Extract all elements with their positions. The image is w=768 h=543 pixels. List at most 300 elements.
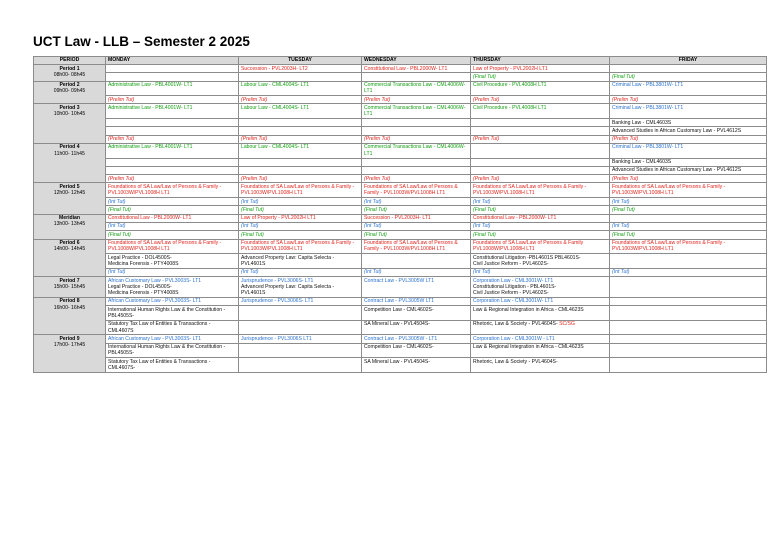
slot-cell xyxy=(610,206,767,214)
course-text: Civil Procedure - PVL4008H LT1 xyxy=(473,104,547,111)
table-row xyxy=(34,65,767,73)
slot-cell xyxy=(239,135,362,143)
period-cell xyxy=(34,239,106,276)
course-text: (Prelim Tut) xyxy=(612,175,639,182)
header-monday: MONDAY xyxy=(106,57,239,65)
course-entry xyxy=(612,184,764,197)
course-entry xyxy=(473,184,607,197)
slot-cell xyxy=(239,166,362,174)
course-entry xyxy=(241,336,359,342)
course-text: Contract Law - PVL3005W LT1 xyxy=(364,298,435,305)
course-text: (Prelim Tut) xyxy=(612,136,639,143)
course-text: (Prelim Tut) xyxy=(364,96,391,103)
slot-cell xyxy=(471,277,610,298)
course-suffix: SC/SG xyxy=(559,321,575,328)
period-cell xyxy=(34,297,106,334)
slot-cell xyxy=(610,297,767,305)
course-entry xyxy=(473,261,607,267)
slot-cell xyxy=(471,206,610,214)
slot-cell xyxy=(610,96,767,104)
course-text: (Int Tut) xyxy=(612,198,630,205)
slot-cell xyxy=(471,320,610,335)
table-row xyxy=(34,175,767,183)
course-entry xyxy=(108,207,236,213)
course-entry xyxy=(108,215,236,221)
slot-cell xyxy=(106,65,239,73)
course-entry xyxy=(364,336,468,342)
course-text: Foundations of SA Law/Law of Persons & Family - PVL1003W/PVL1008H LT1 xyxy=(108,183,222,197)
course-text: Constitutional Law - PBL2000W- LT1 xyxy=(108,215,192,222)
header-period: PERIOD xyxy=(34,57,106,65)
course-text: (Final Tut) xyxy=(241,231,264,238)
course-text: Statutory Tax Law of Entities & Transactions - CML4607S- xyxy=(108,358,211,372)
slot-cell xyxy=(106,254,239,269)
course-text: Rhetoric, Law & Society - PVL4604S- xyxy=(473,321,560,328)
course-text: Medicina Forensis - PTY4008S xyxy=(108,290,179,297)
course-entry xyxy=(364,105,468,118)
course-text: Commercial Transactions Law - CML4006W- LT1 xyxy=(364,82,466,95)
slot-cell xyxy=(362,320,471,335)
slot-cell xyxy=(362,175,471,183)
period-time: 16h00- 16h45 xyxy=(53,304,86,311)
course-text: (Final Tut) xyxy=(241,206,264,213)
course-text: (Prelim Tut) xyxy=(473,175,500,182)
period-name: Period 1 xyxy=(59,65,80,72)
slot-cell xyxy=(362,143,471,158)
table-row xyxy=(34,297,767,305)
course-entry xyxy=(473,207,607,213)
course-text: (Prelim Tut) xyxy=(473,136,500,143)
slot-cell xyxy=(471,198,610,206)
slot-cell xyxy=(239,65,362,73)
slot-cell xyxy=(610,65,767,73)
course-text: Criminal Law - PBL3801W- LT1 xyxy=(612,144,684,151)
course-entry xyxy=(241,255,359,268)
course-entry xyxy=(364,144,468,157)
period-time: 13h00- 13h45 xyxy=(53,221,86,228)
slot-cell xyxy=(362,73,471,81)
slot-cell xyxy=(362,335,471,343)
course-entry xyxy=(473,82,607,88)
slot-cell xyxy=(239,206,362,214)
slot-cell xyxy=(106,214,239,222)
course-entry xyxy=(364,321,468,327)
slot-cell xyxy=(610,214,767,222)
course-entry xyxy=(612,105,764,111)
slot-cell xyxy=(610,306,767,321)
course-entry xyxy=(108,144,236,150)
slot-cell xyxy=(106,119,239,127)
course-text: Competition Law - CML4602S- xyxy=(364,306,434,313)
course-entry xyxy=(473,97,607,103)
course-entry xyxy=(364,136,468,142)
slot-cell xyxy=(362,343,471,358)
course-entry xyxy=(108,232,236,238)
slot-cell xyxy=(362,119,471,127)
slot-cell xyxy=(362,158,471,166)
slot-cell xyxy=(362,198,471,206)
course-text: Criminal Law - PBL3801W- LT1 xyxy=(612,82,684,89)
course-entry xyxy=(473,105,607,111)
course-text: Jurisprudence - PVL3006S- LT1 xyxy=(241,298,314,305)
period-time: 10h00- 10h45 xyxy=(53,111,86,118)
course-text: Corporation Law - CML3001W- LT1 xyxy=(473,277,554,284)
table-row xyxy=(34,277,767,298)
course-entry xyxy=(473,74,607,80)
course-entry xyxy=(108,223,236,229)
course-text: (Int Tut) xyxy=(108,223,126,230)
course-entry xyxy=(612,120,764,126)
course-text: (Final Tut) xyxy=(612,73,635,80)
course-entry xyxy=(612,232,764,238)
period-time: 09h00- 09h45 xyxy=(53,88,86,95)
course-entry xyxy=(364,298,468,304)
header-row xyxy=(34,57,767,65)
course-text: (Prelim Tut) xyxy=(364,136,391,143)
course-text: Civil Justice Reform - PVL4602S- xyxy=(473,260,549,267)
course-text: Administrative Law - PBL4001W- LT1 xyxy=(108,82,193,89)
slot-cell xyxy=(610,268,767,276)
slot-cell xyxy=(610,343,767,358)
period-time: 17h00- 17h45 xyxy=(53,342,86,349)
slot-cell xyxy=(239,343,362,358)
slot-cell xyxy=(362,96,471,104)
course-text: (Int Tut) xyxy=(241,198,259,205)
period-cell xyxy=(34,104,106,143)
course-text: Rhetoric, Law & Society - PVL4604S- xyxy=(473,358,558,365)
slot-cell xyxy=(239,231,362,239)
course-text: (Int Tut) xyxy=(241,223,259,230)
slot-cell xyxy=(239,143,362,158)
course-text: Advanced Property Law: Capita Selecta - PVL4601S xyxy=(241,283,335,297)
course-text: (Int Tut) xyxy=(612,223,630,230)
course-entry xyxy=(473,223,607,229)
course-entry xyxy=(108,290,236,296)
course-text: (Prelim Tut) xyxy=(241,175,268,182)
course-text: (Int Tut) xyxy=(241,269,259,276)
slot-cell xyxy=(239,335,362,343)
table-row xyxy=(34,343,767,358)
slot-cell xyxy=(610,254,767,269)
slot-cell xyxy=(106,231,239,239)
slot-cell xyxy=(239,268,362,276)
slot-cell xyxy=(471,175,610,183)
slot-cell xyxy=(471,96,610,104)
course-text: Labour Law - CML4004S- LT1 xyxy=(241,144,310,151)
course-text: Foundations of SA Law/Law of Persons & Family - PVL1003W/PVL1008H LT1 xyxy=(473,183,587,197)
header-friday: FRIDAY xyxy=(610,57,767,65)
slot-cell xyxy=(239,222,362,230)
slot-cell xyxy=(106,239,239,254)
slot-cell xyxy=(239,127,362,135)
period-cell xyxy=(34,214,106,239)
period-time: 14h00- 14h45 xyxy=(53,246,86,253)
slot-cell xyxy=(610,277,767,298)
course-text: Corporation Law - CML3001W - LT1 xyxy=(473,335,555,342)
course-entry xyxy=(612,82,764,88)
course-entry xyxy=(241,105,359,111)
course-text: Administrative Law - PBL4001W- LT1 xyxy=(108,104,193,111)
course-entry xyxy=(108,240,236,253)
course-entry xyxy=(241,207,359,213)
slot-cell xyxy=(106,320,239,335)
course-entry xyxy=(612,74,764,80)
slot-cell xyxy=(471,166,610,174)
slot-cell xyxy=(106,222,239,230)
course-entry xyxy=(364,184,468,197)
course-entry xyxy=(241,184,359,197)
period-cell xyxy=(34,81,106,104)
course-entry xyxy=(241,82,359,88)
table-row xyxy=(34,166,767,174)
slot-cell xyxy=(106,175,239,183)
slot-cell xyxy=(239,254,362,269)
table-row xyxy=(34,183,767,198)
course-text: Foundations of SA Law/Law of Persons & Family - PVL1003W/PVL1008H LT1 xyxy=(612,240,726,253)
slot-cell xyxy=(106,183,239,198)
course-entry xyxy=(241,284,359,297)
course-entry xyxy=(241,298,359,304)
table-row xyxy=(34,239,767,254)
course-text: Advanced Studies in African Customary Law - PVL4612S xyxy=(612,127,742,134)
slot-cell xyxy=(106,158,239,166)
slot-cell xyxy=(106,343,239,358)
slot-cell xyxy=(610,73,767,81)
course-text: Foundations of SA Law/Law of Persons & Family - PVL1003W/PVL1008H LT1 xyxy=(612,183,726,197)
page-title: UCT Law - LLB – Semester 2 2025 xyxy=(33,34,250,49)
course-text: (Int Tut) xyxy=(612,269,630,276)
course-text: Corporation Law - CML3001W- LT1 xyxy=(473,298,554,305)
slot-cell xyxy=(471,65,610,73)
course-text: Commercial Transactions Law - CML4006W- LT1 xyxy=(364,104,466,118)
course-entry xyxy=(108,359,236,372)
table-row xyxy=(34,135,767,143)
slot-cell xyxy=(106,135,239,143)
slot-cell xyxy=(239,73,362,81)
course-text: Civil Procedure - PVL4008H LT1 xyxy=(473,82,547,89)
course-text: (Final Tut) xyxy=(612,231,635,238)
course-entry xyxy=(108,176,236,182)
course-text: Foundations of SA Law/Law of Persons & Family - PVL1008W/PVL1008H LT1 xyxy=(108,240,222,253)
course-text: Foundations of SA Law/Law of Persons & Family - PVL1003W/PVL1008H LT1 xyxy=(241,240,355,253)
course-text: African Customary Law - PVL3003S- LT1 xyxy=(108,277,202,284)
course-entry xyxy=(612,97,764,103)
course-text: (Prelim Tut) xyxy=(241,136,268,143)
slot-cell xyxy=(610,158,767,166)
course-text: Banking Law - CML4603S xyxy=(612,119,672,126)
course-text: (Int Tut) xyxy=(364,198,382,205)
slot-cell xyxy=(362,306,471,321)
slot-cell xyxy=(610,119,767,127)
slot-cell xyxy=(362,231,471,239)
course-text: (Int Tut) xyxy=(473,269,491,276)
slot-cell xyxy=(362,206,471,214)
slot-cell xyxy=(239,96,362,104)
course-entry xyxy=(241,97,359,103)
period-cell xyxy=(34,183,106,214)
course-text: Constitutional Law - PBL2000W- LT1 xyxy=(364,65,448,72)
slot-cell xyxy=(610,335,767,343)
course-entry xyxy=(612,269,764,275)
period-time: 08h00- 08h45 xyxy=(53,71,86,78)
slot-cell xyxy=(471,158,610,166)
slot-cell xyxy=(239,175,362,183)
slot-cell xyxy=(610,222,767,230)
period-name: Period 8 xyxy=(59,298,80,305)
table-row xyxy=(34,119,767,127)
course-entry xyxy=(612,136,764,142)
course-text: Law of Property - PVL2002H LT1 xyxy=(473,65,548,72)
course-entry xyxy=(241,240,359,253)
course-text: Advanced Property Law: Capita Selecta - PVL4601S xyxy=(241,254,335,267)
course-entry xyxy=(612,223,764,229)
course-text: (Final Tut) xyxy=(612,206,635,213)
course-text: (Prelim Tut) xyxy=(108,136,135,143)
slot-cell xyxy=(362,166,471,174)
course-entry xyxy=(473,321,607,327)
course-text: Criminal Law - PBL3801W- LT1 xyxy=(612,104,684,111)
slot-cell xyxy=(610,183,767,198)
course-text: Advanced Studies in African Customary Law - PVL4612S xyxy=(612,167,742,174)
table-row xyxy=(34,198,767,206)
slot-cell xyxy=(471,358,610,373)
table-row xyxy=(34,81,767,96)
slot-cell xyxy=(471,335,610,343)
table-row xyxy=(34,127,767,135)
table-row xyxy=(34,73,767,81)
course-entry xyxy=(241,215,359,221)
course-entry xyxy=(364,176,468,182)
period-cell xyxy=(34,277,106,298)
slot-cell xyxy=(362,183,471,198)
slot-cell xyxy=(106,206,239,214)
course-text: Succession - PVL2003H- LT2 xyxy=(241,65,308,72)
course-entry xyxy=(364,207,468,213)
period-cell xyxy=(34,335,106,372)
slot-cell xyxy=(239,297,362,305)
slot-cell xyxy=(610,358,767,373)
slot-cell xyxy=(239,198,362,206)
slot-cell xyxy=(362,65,471,73)
course-entry xyxy=(473,307,607,313)
course-text: SA Mineral Law - PVL4504S- xyxy=(364,358,430,365)
course-entry xyxy=(364,97,468,103)
slot-cell xyxy=(610,166,767,174)
course-text: (Int Tut) xyxy=(473,223,491,230)
slot-cell xyxy=(610,81,767,96)
table-row xyxy=(34,214,767,222)
slot-cell xyxy=(471,231,610,239)
course-text: Contract Law - PVL3005W LT1 xyxy=(364,277,435,284)
course-entry xyxy=(241,144,359,150)
period-time: 11h00- 11h45 xyxy=(54,150,85,157)
course-entry xyxy=(364,82,468,95)
table-row xyxy=(34,268,767,276)
slot-cell xyxy=(471,297,610,305)
table-row xyxy=(34,358,767,373)
table-row xyxy=(34,335,767,343)
course-entry xyxy=(473,66,607,72)
slot-cell xyxy=(106,166,239,174)
course-text: (Final Tut) xyxy=(364,206,387,213)
table-row xyxy=(34,158,767,166)
course-text: (Int Tut) xyxy=(473,198,491,205)
course-text: Labour Law - CML4004S- LT1 xyxy=(241,82,310,89)
slot-cell xyxy=(362,127,471,135)
slot-cell xyxy=(106,306,239,321)
period-name: Period 7 xyxy=(59,277,80,284)
course-text: Law & Regional Integration in Africa - CML4623S xyxy=(473,306,584,313)
table-row xyxy=(34,231,767,239)
course-text: Legal Practice - DOL4500S- xyxy=(108,254,172,261)
course-text: (Prelim Tut) xyxy=(108,96,135,103)
course-text: Medicina Forensis - PTY4008S xyxy=(108,260,179,267)
slot-cell xyxy=(471,81,610,96)
period-name: Period 4 xyxy=(59,144,80,151)
course-text: Statutory Tax Law of Entities & Transactions - CML4607S xyxy=(108,321,211,334)
slot-cell xyxy=(106,198,239,206)
course-entry xyxy=(364,232,468,238)
header-wednesday: WEDNESDAY xyxy=(362,57,471,65)
slot-cell xyxy=(106,81,239,96)
slot-cell xyxy=(610,135,767,143)
course-entry xyxy=(473,344,607,350)
course-text: (Prelim Tut) xyxy=(612,96,639,103)
slot-cell xyxy=(610,239,767,254)
course-entry xyxy=(473,269,607,275)
course-text: Constitutional Litigation -PBL4601S PBL4601S- xyxy=(473,254,581,261)
course-entry xyxy=(108,344,236,357)
slot-cell xyxy=(471,143,610,158)
slot-cell xyxy=(106,143,239,158)
slot-cell xyxy=(471,119,610,127)
course-entry xyxy=(241,176,359,182)
course-text: (Final Tut) xyxy=(473,231,496,238)
course-entry xyxy=(108,136,236,142)
slot-cell xyxy=(362,297,471,305)
course-text: International Human Rights Law & the Constitution - PBL4505S- xyxy=(108,306,226,319)
course-entry xyxy=(473,215,607,221)
course-entry xyxy=(241,269,359,275)
slot-cell xyxy=(239,214,362,222)
table-row xyxy=(34,96,767,104)
slot-cell xyxy=(362,104,471,119)
course-entry xyxy=(612,207,764,213)
course-entry xyxy=(241,199,359,205)
course-entry xyxy=(473,176,607,182)
course-text: (Int Tut) xyxy=(364,223,382,230)
slot-cell xyxy=(239,277,362,298)
course-entry xyxy=(473,298,607,304)
period-time: 12h00- 12h45 xyxy=(53,190,86,197)
slot-cell xyxy=(106,297,239,305)
course-entry xyxy=(108,184,236,197)
course-entry xyxy=(108,97,236,103)
table-row xyxy=(34,143,767,158)
course-text: (Prelim Tut) xyxy=(364,175,391,182)
course-entry xyxy=(364,199,468,205)
course-text: Legal Practice - DOL4500S- xyxy=(108,283,172,290)
slot-cell xyxy=(239,104,362,119)
course-entry xyxy=(108,82,236,88)
slot-cell xyxy=(106,335,239,343)
course-text: Constitutional Litigation - PBL4601S- xyxy=(473,283,557,290)
slot-cell xyxy=(106,104,239,119)
course-entry xyxy=(473,336,607,342)
timetable-body xyxy=(34,65,767,373)
header-tuesday: TUESDAY xyxy=(239,57,362,65)
period-cell xyxy=(34,143,106,182)
